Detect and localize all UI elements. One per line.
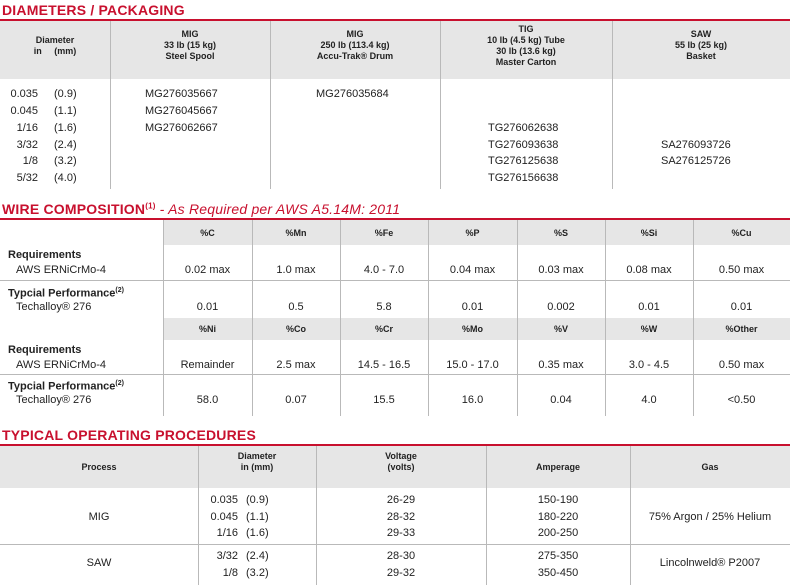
packaging-header-saw: SAW 55 lb (25 kg) Basket <box>674 29 728 61</box>
requirements-label: Requirements <box>8 249 82 261</box>
composition-divider <box>605 220 606 416</box>
composition-title: WIRE COMPOSITION$^{(1)}$ - As Required per AWS A5.14M: 2011 <box>2 201 401 217</box>
requirements-spec: AWS ERNiCrMo-4 <box>16 264 107 276</box>
typical-performance-label: Typcial Performance$^{(2)}$ <box>8 380 124 393</box>
composition-divider <box>163 220 164 416</box>
typical-performance-label: Typcial Performance$^{(2)}$ <box>8 287 124 300</box>
requirements-label: Requirements <box>8 344 82 356</box>
composition-divider <box>340 220 341 416</box>
procedures-header-diameter: Diameter in (mm) <box>237 451 277 472</box>
procedures-divider <box>198 446 199 585</box>
packaging-divider <box>270 21 271 189</box>
procedures-header-process: Process <box>81 462 117 472</box>
packaging-divider <box>612 21 613 189</box>
procedures-header-gas: Gas <box>701 462 719 472</box>
procedures-group-divider <box>0 544 790 545</box>
packaging-divider <box>110 21 111 189</box>
typical-product: Techalloy® 276 <box>16 301 92 313</box>
gas-label: Lincolnweld® P2007 <box>659 557 761 569</box>
packaging-header-diameter: Diameter in (mm) <box>33 35 77 56</box>
packaging-header-mig-drum: MIG 250 lb (113.4 kg) Accu-Trak® Drum <box>316 29 394 61</box>
process-label: MIG <box>88 511 110 523</box>
packaging-header-mig-spool: MIG 33 lb (15 kg) Steel Spool <box>163 29 217 61</box>
requirements-spec: AWS ERNiCrMo-4 <box>16 359 107 371</box>
packaging-title: DIAMETERS / PACKAGING <box>2 2 185 18</box>
process-label: SAW <box>86 557 112 569</box>
procedures-header-amperage: Amperage <box>535 462 580 472</box>
composition-divider <box>428 220 429 416</box>
packaging-header-tig: TIG 10 lb (4.5 kg) Tube 30 lb (13.6 kg) Master Carton <box>487 24 565 67</box>
typical-product: Techalloy® 276 <box>16 394 92 406</box>
composition-divider <box>517 220 518 416</box>
procedures-title: TYPICAL OPERATING PROCEDURES <box>2 427 256 443</box>
packaging-divider <box>440 21 441 189</box>
composition-row-divider <box>0 280 790 281</box>
composition-row-divider <box>0 374 790 375</box>
procedures-header-voltage: Voltage (volts) <box>385 451 417 472</box>
composition-divider <box>252 220 253 416</box>
gas-label: 75% Argon / 25% Helium <box>648 511 772 523</box>
composition-divider <box>693 220 694 416</box>
